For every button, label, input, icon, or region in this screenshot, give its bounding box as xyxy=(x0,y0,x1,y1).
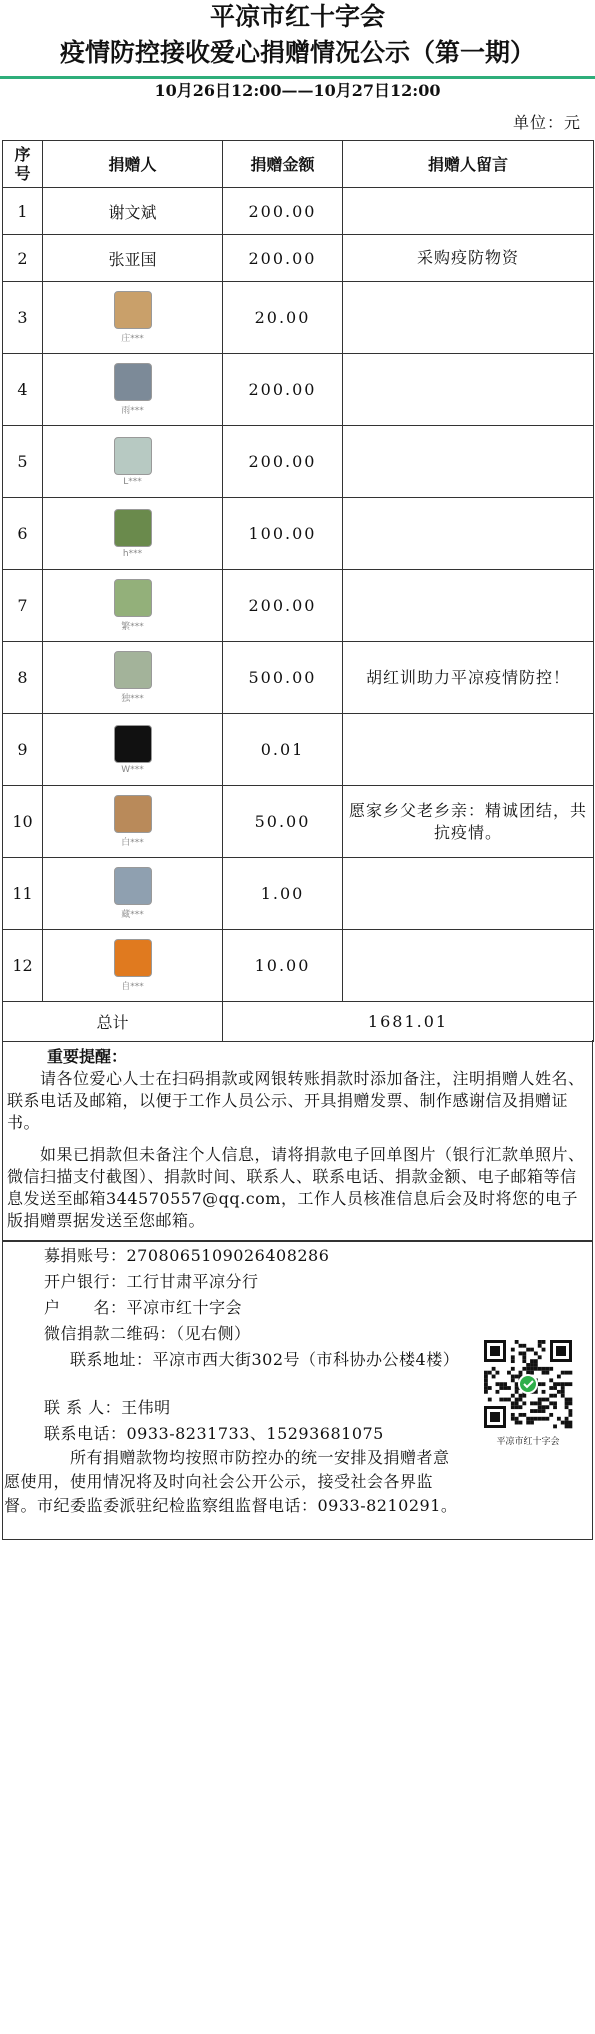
total-value: 1681.01 xyxy=(223,1002,594,1042)
row-number: 5 xyxy=(3,426,43,498)
row-number: 9 xyxy=(3,714,43,786)
date-range: 10月26日12:00——10月27日12:00 xyxy=(154,81,441,100)
table-row xyxy=(3,498,594,570)
donor-nickname: 藏*** xyxy=(121,910,144,920)
row-number: 10 xyxy=(3,786,43,858)
account-number: 募捐账号：2708065109026408286 xyxy=(44,1246,330,1265)
table-row xyxy=(3,354,594,426)
donor-cell: 谢文斌 xyxy=(43,188,223,235)
donor-nickname: W*** xyxy=(121,764,144,775)
donor-avatar xyxy=(114,939,152,977)
row-number: 4 xyxy=(3,354,43,426)
donor-nickname: L*** xyxy=(123,476,142,487)
important-notice xyxy=(2,1040,593,1241)
table-header-row xyxy=(3,141,594,188)
donor-message xyxy=(343,570,594,642)
donation-amount: 20.00 xyxy=(223,282,343,354)
donation-amount: 500.00 xyxy=(223,642,343,714)
donor-nickname: 繁*** xyxy=(121,622,144,632)
donor-nickname: 白*** xyxy=(121,838,144,848)
donation-table xyxy=(2,140,594,1042)
donor-nickname: 独*** xyxy=(121,694,144,704)
donation-amount: 100.00 xyxy=(223,498,343,570)
donor-cell xyxy=(43,642,223,714)
bank-name: 开户银行：工行甘肃平凉分行 xyxy=(44,1272,259,1291)
donation-amount: 10.00 xyxy=(223,930,343,1002)
total-label: 总计 xyxy=(3,1002,223,1042)
donor-cell xyxy=(43,570,223,642)
donor-avatar xyxy=(114,509,152,547)
donor-avatar xyxy=(114,579,152,617)
donor-message: 采购疫防物资 xyxy=(343,235,594,282)
donor-cell xyxy=(43,714,223,786)
contact-address: 联系地址：平凉市西大街302号（市科协办公楼4楼） xyxy=(4,1350,460,1369)
notice-paragraph-1: 请各位爱心人士在扫码捐款或网银转账捐款时添加备注，注明捐赠人姓名、联系电话及邮箱，以便于工作人员公示、开具捐赠发票、制作感谢信及捐赠证书。 xyxy=(7,1069,585,1132)
contact-phone: 联系电话：0933-8231733、15293681075 xyxy=(44,1424,384,1443)
donation-amount: 200.00 xyxy=(223,235,343,282)
donation-amount: 1.00 xyxy=(223,858,343,930)
donor-avatar xyxy=(114,291,152,329)
row-number: 2 xyxy=(3,235,43,282)
donor-cell xyxy=(43,282,223,354)
unit-label: 单位：元 xyxy=(512,113,581,132)
donor-avatar xyxy=(114,795,152,833)
row-number: 6 xyxy=(3,498,43,570)
donor-avatar xyxy=(114,867,152,905)
contact-person: 联 系 人：王伟明 xyxy=(44,1398,171,1417)
donor-cell xyxy=(43,498,223,570)
wechat-qr-code[interactable] xyxy=(482,1338,574,1430)
row-number: 3 xyxy=(3,282,43,354)
qr-caption: 平凉市红十字会 xyxy=(496,1437,560,1447)
donor-message xyxy=(343,354,594,426)
table-row xyxy=(3,570,594,642)
donor-cell: 张亚国 xyxy=(43,235,223,282)
table-row xyxy=(3,714,594,786)
donor-message xyxy=(343,426,594,498)
table-row xyxy=(3,235,594,282)
donor-nickname: h*** xyxy=(122,548,143,559)
donation-amount: 200.00 xyxy=(223,426,343,498)
donor-nickname: 庄*** xyxy=(121,334,144,344)
notice-title: 疫情防控接收爱心捐赠情况公示（第一期） xyxy=(59,38,535,67)
col-header-message: 捐赠人留言 xyxy=(343,141,594,188)
row-number: 8 xyxy=(3,642,43,714)
donor-nickname: 自*** xyxy=(121,982,144,992)
donor-message xyxy=(343,714,594,786)
total-row xyxy=(3,1002,594,1042)
notice-paragraph-2: 如果已捐款但未备注个人信息，请将捐款电子回单图片（银行汇款单照片、微信扫描支付截图）、捐款时间、联系人、联系电话、捐款金额、电子邮箱等信息发送至邮箱344570557@qq.com，工作人员核准信息后会及时将您的电子版捐赠票据发送至您邮箱。 xyxy=(7,1145,585,1230)
donor-message: 胡红训助力平凉疫情防控！ xyxy=(343,642,594,714)
wechat-pay-icon xyxy=(520,1376,536,1392)
col-header-amount: 捐赠金额 xyxy=(223,141,343,188)
table-row xyxy=(3,930,594,1002)
donor-cell xyxy=(43,426,223,498)
usage-statement: 所有捐赠款物均按照市防控办的统一安排及捐赠者意愿使用，使用情况将及时向社会公开公示，接受社会各界监督。市纪委监委派驻纪检监察组监督电话：0933-8210291。 xyxy=(4,1448,458,1515)
row-number: 11 xyxy=(3,858,43,930)
table-row xyxy=(3,786,594,858)
donor-cell xyxy=(43,858,223,930)
table-row xyxy=(3,858,594,930)
donation-amount: 0.01 xyxy=(223,714,343,786)
donor-message: 愿家乡父老乡亲：精诚团结，共抗疫情。 xyxy=(343,786,594,858)
wechat-note: 微信捐款二维码：（见右侧） xyxy=(44,1324,251,1343)
table-row xyxy=(3,642,594,714)
donation-amount: 200.00 xyxy=(223,354,343,426)
donor-message xyxy=(343,858,594,930)
donor-avatar xyxy=(114,651,152,689)
col-header-donor: 捐赠人 xyxy=(43,141,223,188)
donor-message xyxy=(343,498,594,570)
donor-cell xyxy=(43,930,223,1002)
donation-amount: 200.00 xyxy=(223,188,343,235)
table-row xyxy=(3,188,594,235)
row-number: 12 xyxy=(3,930,43,1002)
donor-nickname: 雨*** xyxy=(121,406,144,416)
table-row xyxy=(3,426,594,498)
col-header-no: 序号 xyxy=(3,141,43,188)
notice-heading: 重要提醒： xyxy=(47,1047,128,1066)
donor-avatar xyxy=(114,363,152,401)
table-row xyxy=(3,282,594,354)
donor-cell xyxy=(43,354,223,426)
row-number: 7 xyxy=(3,570,43,642)
donor-message xyxy=(343,188,594,235)
donor-avatar xyxy=(114,725,152,763)
donation-amount: 200.00 xyxy=(223,570,343,642)
title-banner xyxy=(0,0,595,79)
donor-message xyxy=(343,282,594,354)
account-name: 户 名：平凉市红十字会 xyxy=(44,1298,243,1317)
donor-cell xyxy=(43,786,223,858)
row-number: 1 xyxy=(3,188,43,235)
donation-amount: 50.00 xyxy=(223,786,343,858)
donor-message xyxy=(343,930,594,1002)
donor-avatar xyxy=(114,437,152,475)
org-title: 平凉市红十字会 xyxy=(209,2,385,31)
